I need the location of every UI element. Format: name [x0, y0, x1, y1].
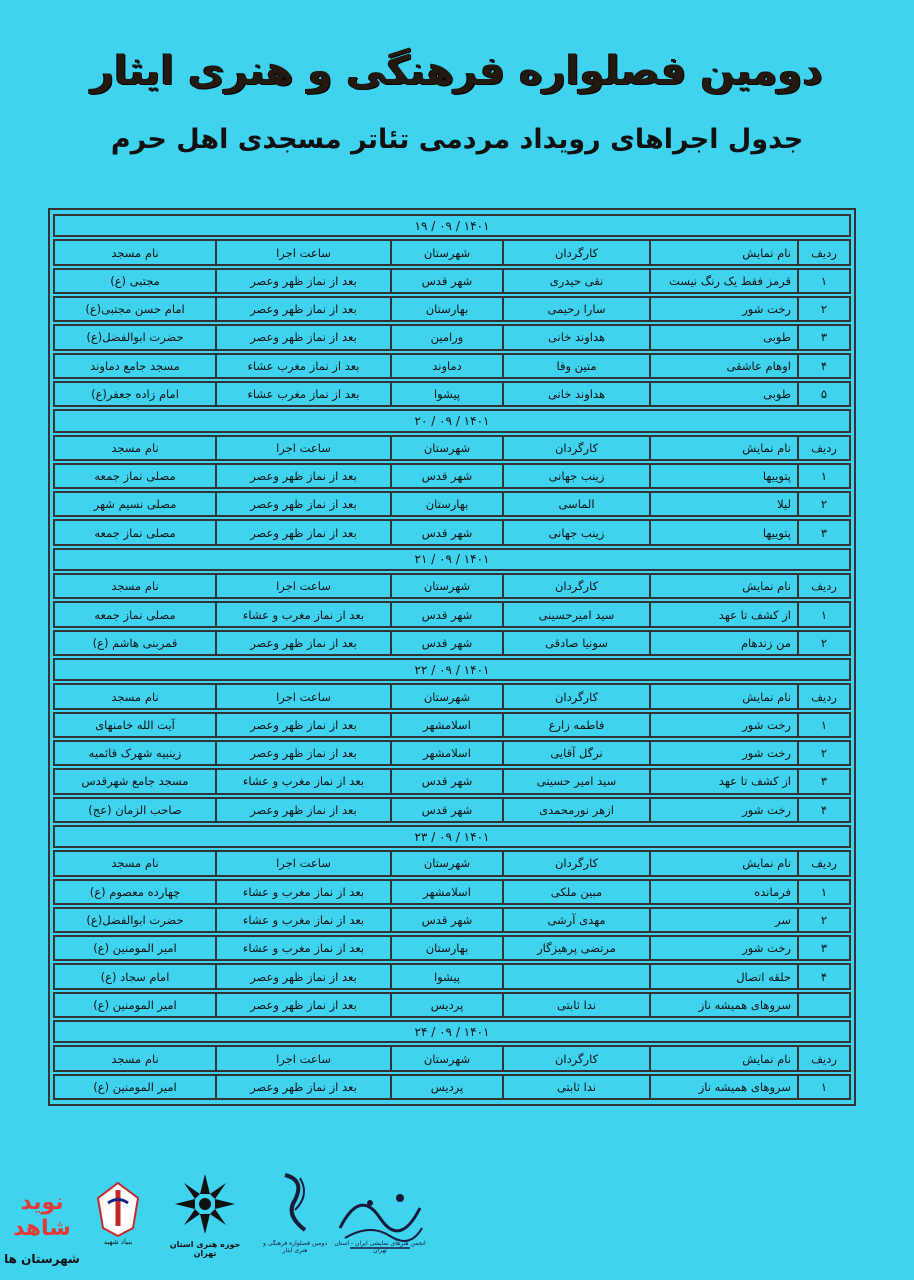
table-header-row [53, 573, 851, 599]
header-row-number: ردیف [797, 575, 849, 597]
cell-mosque-name: مصلی نماز جمعه [94, 469, 176, 483]
cell-city: اسلامشهر [390, 881, 502, 903]
cell-row-number: ۲ [797, 298, 849, 320]
cell-show-name: رخت شور [649, 714, 797, 736]
table-row [53, 768, 851, 794]
header-director: کارگردان [502, 852, 649, 874]
cell-director: الماسی [502, 493, 649, 515]
cell-performance-time: بعد از نماز مغرب و عشاء [215, 937, 390, 959]
header-performance-time: ساعت اجرا [215, 575, 390, 597]
page-title: دومین فصلواره فرهنگی و هنری ایثار [91, 48, 823, 94]
cell-mosque-name: صاحب الزمان (عج) [88, 802, 182, 817]
table-row [53, 630, 851, 656]
cell-director: مهدی آرشی [502, 909, 649, 931]
cell-director: سید امیرحسینی [502, 603, 649, 625]
navid-shahed-watermark [0, 1180, 82, 1280]
cell-director: مرتضی پرهیزگار [502, 937, 649, 959]
header-show-name: نام نمایش [649, 852, 797, 874]
cell-mosque-name: زینبیه شهرک قائمیه [88, 746, 182, 761]
header-director: کارگردان [502, 437, 649, 459]
cell-row-number: ۳ [797, 326, 849, 348]
cell-director: هداوند خانی [502, 326, 649, 348]
cell-show-name: فرمانده [649, 881, 797, 903]
theater-association-logo [330, 1178, 430, 1258]
cell-city: پیشوا [390, 965, 502, 987]
table-row [53, 519, 851, 545]
date-row: ۱۴۰۱ / ۰۹ / ۲۱ [53, 548, 851, 571]
cell-show-name: سروهای همیشه ناز [649, 1076, 797, 1098]
header-row-number: ردیف [797, 685, 849, 707]
cell-show-name: اوهام عاشقی [649, 355, 797, 377]
cell-city: شهر قدس [390, 770, 502, 792]
header-director: کارگردان [502, 575, 649, 597]
table-row [53, 935, 851, 961]
cell-mosque-name: آیت الله خامنهای [95, 717, 175, 732]
header-city: شهرستان [390, 575, 502, 597]
cell-mosque-name: امیر المومنین (ع) [93, 997, 177, 1012]
cell-show-name: طوبی [649, 326, 797, 348]
header-performance-time: ساعت اجرا [215, 1047, 390, 1069]
watermark-subtext: شهرستان ها [4, 1252, 80, 1266]
table-row [53, 353, 851, 379]
cell-mosque-name: مجتبی (ع) [110, 273, 160, 288]
cell-row-number: ۲ [797, 742, 849, 764]
cell-show-name: سر [649, 909, 797, 931]
table-row [53, 601, 851, 627]
header-row-number: ردیف [797, 437, 849, 459]
cell-show-name: لیلا [649, 493, 797, 515]
cell-row-number: ۴ [797, 355, 849, 377]
header-mosque-name: نام مسجد [111, 689, 159, 704]
cell-mosque-name: امام زاده جعفر(ع) [91, 387, 179, 402]
cell-director: زینب جهانی [502, 521, 649, 543]
header-city: شهرستان [390, 685, 502, 707]
table-header-row [53, 435, 851, 461]
watermark-text: نوید شاهد [13, 1190, 71, 1241]
cell-mosque-name: مسجد جامع دماوند [90, 358, 180, 373]
cell-performance-time: بعد از نماز مغرب عشاء [215, 383, 390, 405]
cell-city: بهارستان [390, 937, 502, 959]
cell-mosque-name: قمربنی هاشم (ع) [92, 635, 178, 650]
cell-row-number: ۵ [797, 383, 849, 405]
cell-mosque-name: حضرت ابوالفضل(ع) [86, 330, 184, 345]
table-row [53, 992, 851, 1018]
cell-row-number: ۱ [797, 603, 849, 625]
cell-row-number: ۱ [797, 881, 849, 903]
cell-performance-time: بعد از نماز ظهر وعصر [215, 965, 390, 987]
cell-city: شهر قدس [390, 603, 502, 625]
header-performance-time: ساعت اجرا [215, 437, 390, 459]
date-row: ۱۴۰۱ / ۰۹ / ۲۳ [53, 825, 851, 848]
cell-performance-time: بعد از نماز ظهر وعصر [215, 270, 390, 292]
cell-mosque-name: مصلی نماز جمعه [94, 607, 176, 622]
hozeh-honari-logo [160, 1172, 250, 1262]
cell-city: شهر قدس [390, 270, 502, 292]
cell-director: زینب جهانی [502, 465, 649, 487]
cell-city: پردیس [390, 1076, 502, 1098]
cell-row-number: ۱ [797, 1076, 849, 1098]
cell-show-name: رخت شور [649, 799, 797, 821]
festival-logo [262, 1170, 328, 1265]
cell-mosque-name: مصلی نماز جمعه [94, 525, 176, 540]
cell-performance-time: بعد از نماز ظهر وعصر [215, 493, 390, 515]
cell-row-number: ۴ [797, 799, 849, 821]
logo4-text: بنیاد شهید [103, 1238, 133, 1246]
header-city: شهرستان [390, 852, 502, 874]
header-performance-time: ساعت اجرا [215, 685, 390, 707]
cell-mosque-name: مسجد جامع شهرقدس [81, 774, 189, 789]
cell-show-name: از کشف تا عهد [649, 770, 797, 792]
cell-performance-time: بعد از نماز ظهر وعصر [215, 799, 390, 821]
cell-row-number: ۳ [797, 937, 849, 959]
cell-row-number: ۲ [797, 632, 849, 654]
bonyad-shahid-logo [88, 1178, 148, 1258]
header-city: شهرستان [390, 241, 502, 263]
cell-director [502, 965, 649, 987]
table-row [53, 963, 851, 989]
cell-row-number [797, 994, 849, 1016]
cell-mosque-name: امام سجاد (ع) [100, 969, 170, 984]
cell-show-name: از کشف تا عهد [649, 603, 797, 625]
cell-show-name: من زندهام [649, 632, 797, 654]
header-director: کارگردان [502, 1047, 649, 1069]
cell-show-name: رخت شور [649, 298, 797, 320]
cell-performance-time: بعد از نماز ظهر وعصر [215, 714, 390, 736]
cell-show-name: حلقه اتصال [649, 965, 797, 987]
cell-row-number: ۱ [797, 465, 849, 487]
table-header-row [53, 850, 851, 876]
cell-row-number: ۱ [797, 270, 849, 292]
cell-director: نقی حیدری [502, 270, 649, 292]
cell-row-number: ۲ [797, 909, 849, 931]
logo2-text: دومین فصلواره فرهنگی و هنری ایثار [262, 1240, 328, 1254]
cell-mosque-name: امام حسن مجتبی(ع) [85, 302, 185, 317]
logo1-text: انجمن هنرهای نمایشی ایران - استان تهران [334, 1240, 426, 1254]
footer-logos [0, 1150, 914, 1280]
cell-performance-time: بعد از نماز ظهر وعصر [215, 465, 390, 487]
cell-city: شهر قدس [390, 909, 502, 931]
date-row: ۱۴۰۱ / ۰۹ / ۲۴ [53, 1020, 851, 1043]
cell-show-name: پتوییها [649, 521, 797, 543]
cell-director: متین وفا [502, 355, 649, 377]
table-row [53, 879, 851, 905]
header-show-name: نام نمایش [649, 1047, 797, 1069]
logo3-text: حوزه هنری استان تهران [169, 1240, 241, 1258]
table-row [53, 491, 851, 517]
cell-show-name: رخت شور [649, 742, 797, 764]
cell-performance-time: بعد از نماز مغرب و عشاء [215, 909, 390, 931]
cell-mosque-name: امیر المومنین (ع) [93, 941, 177, 956]
header-show-name: نام نمایش [649, 437, 797, 459]
cell-city: ورامین [390, 326, 502, 348]
cell-director: ازهر نورمحمدی [502, 799, 649, 821]
header-mosque-name: نام مسجد [111, 1051, 159, 1066]
table-row [53, 463, 851, 489]
cell-show-name: رخت شور [649, 937, 797, 959]
cell-performance-time: بعد از نماز ظهر وعصر [215, 1076, 390, 1098]
date-row: ۱۴۰۱ / ۰۹ / ۱۹ [53, 214, 851, 237]
cell-director: سارا رحیمی [502, 298, 649, 320]
cell-performance-time: بعد از نماز ظهر وعصر [215, 521, 390, 543]
table-row [53, 296, 851, 322]
header-city: شهرستان [390, 1047, 502, 1069]
cell-city: پیشوا [390, 383, 502, 405]
table-row [53, 1074, 851, 1100]
header-director: کارگردان [502, 685, 649, 707]
header-performance-time: ساعت اجرا [215, 241, 390, 263]
table-row [53, 907, 851, 933]
cell-city: دماوند [390, 355, 502, 377]
cell-show-name: پتوییها [649, 465, 797, 487]
cell-performance-time: بعد از نماز ظهر وعصر [215, 632, 390, 654]
cell-director: سونیا صادقی [502, 632, 649, 654]
cell-city: شهر قدس [390, 632, 502, 654]
cell-row-number: ۱ [797, 714, 849, 736]
header-row-number: ردیف [797, 241, 849, 263]
header-show-name: نام نمایش [649, 241, 797, 263]
header-row-number: ردیف [797, 1047, 849, 1069]
table-header-row [53, 239, 851, 265]
cell-performance-time: بعد از نماز مغرب و عشاء [215, 603, 390, 625]
header-mosque-name: نام مسجد [111, 440, 159, 455]
cell-performance-time: بعد از نماز ظهر وعصر [215, 994, 390, 1016]
cell-director: ندا ثابتی [502, 1076, 649, 1098]
cell-director: نرگل آقایی [502, 742, 649, 764]
table-header-row [53, 1045, 851, 1071]
cell-director: هداوند خانی [502, 383, 649, 405]
table-row [53, 740, 851, 766]
cell-row-number: ۲ [797, 493, 849, 515]
header-performance-time: ساعت اجرا [215, 852, 390, 874]
cell-mosque-name: امیر المومنین (ع) [93, 1079, 177, 1094]
page-subtitle: جدول اجراهای رویداد مردمی تئاتر مسجدی اهل حرم [110, 124, 804, 155]
cell-director: فاطمه زارع [502, 714, 649, 736]
cell-city: پردیس [390, 994, 502, 1016]
table-header-row [53, 683, 851, 709]
header-mosque-name: نام مسجد [111, 245, 159, 260]
table-row [53, 324, 851, 350]
date-row: ۱۴۰۱ / ۰۹ / ۲۰ [53, 409, 851, 432]
header-show-name: نام نمایش [649, 575, 797, 597]
cell-director: ندا ثابتی [502, 994, 649, 1016]
cell-show-name: سروهای همیشه ناز [649, 994, 797, 1016]
header-city: شهرستان [390, 437, 502, 459]
cell-performance-time: بعد از نماز ظهر وعصر [215, 298, 390, 320]
cell-mosque-name: مصلی نسیم شهر [93, 497, 177, 512]
cell-performance-time: بعد از نماز ظهر وعصر [215, 326, 390, 348]
cell-performance-time: بعد از نماز مغرب عشاء [215, 355, 390, 377]
table-row [53, 797, 851, 823]
cell-show-name: قرمز فقط یک رنگ نیست [649, 270, 797, 292]
cell-city: بهارستان [390, 298, 502, 320]
header-row-number: ردیف [797, 852, 849, 874]
cell-city: بهارستان [390, 493, 502, 515]
cell-city: شهر قدس [390, 521, 502, 543]
cell-performance-time: بعد از نماز ظهر وعصر [215, 742, 390, 764]
cell-mosque-name: حضرت ابوالفضل(ع) [86, 913, 184, 928]
cell-city: اسلامشهر [390, 742, 502, 764]
cell-director: مبین ملکی [502, 881, 649, 903]
cell-row-number: ۳ [797, 770, 849, 792]
date-row: ۱۴۰۱ / ۰۹ / ۲۲ [53, 658, 851, 681]
table-row [53, 268, 851, 294]
header-mosque-name: نام مسجد [111, 579, 159, 594]
table-row [53, 712, 851, 738]
header-show-name: نام نمایش [649, 685, 797, 707]
header-director: کارگردان [502, 241, 649, 263]
cell-performance-time: بعد از نماز مغرب و عشاء [215, 881, 390, 903]
header-mosque-name: نام مسجد [111, 856, 159, 871]
cell-city: شهر قدس [390, 465, 502, 487]
cell-mosque-name: چهارده معصوم (ع) [89, 884, 181, 899]
cell-director: سید امیر حسینی [502, 770, 649, 792]
schedule-table [48, 208, 856, 1106]
cell-row-number: ۳ [797, 521, 849, 543]
cell-performance-time: بعد از نماز مغرب و عشاء [215, 770, 390, 792]
cell-show-name: طوبی [649, 383, 797, 405]
cell-city: شهر قدس [390, 799, 502, 821]
cell-row-number: ۴ [797, 965, 849, 987]
cell-city: اسلامشهر [390, 714, 502, 736]
table-row [53, 381, 851, 407]
